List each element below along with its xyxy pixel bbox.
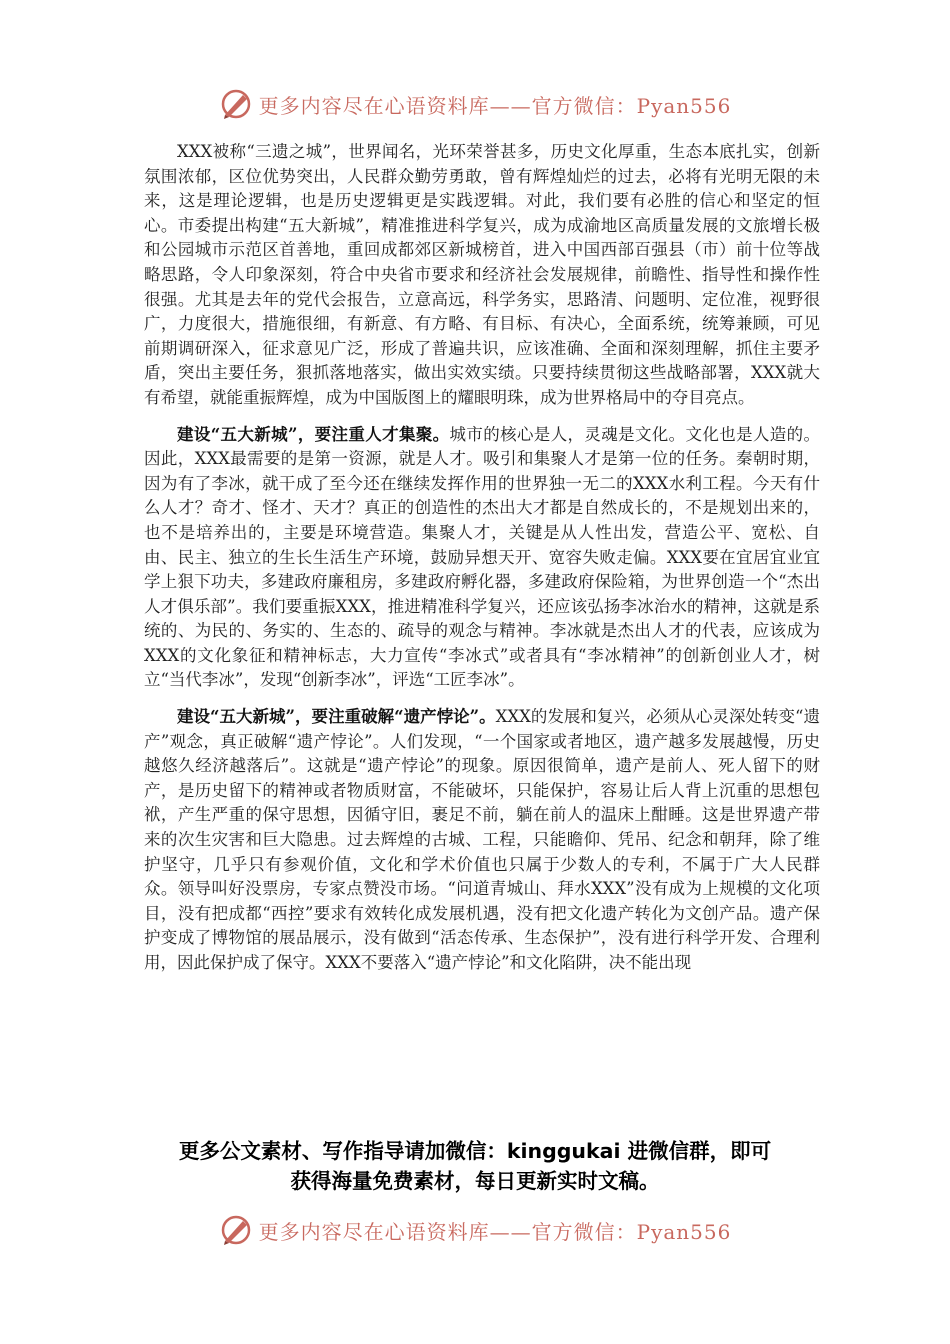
watermark-text: 更多内容尽在心语资料库——官方微信：Pyan556	[258, 93, 732, 118]
paragraph-2	[144, 423, 820, 694]
paragraph-text: 城市的核心是人，灵魂是文化。文化也是人造的。因此，XXX最需要的是第一资源，就是人才。吸引和集聚人才是第一位的任务。秦朝时期，因为有了李冰，就干成了至今还在继续发挥作用的世界独一无二的XXX水利工程。今天有什么人才？奇才、怪才、天才？真正的创造性的杰出大才都是自然成长的，不是规划出来的，也不是培养出的，主要是环境营造。集聚人才，关键是从人性出发，营造公平、宽松、自由、民主、独立的生长生活生产环境，鼓励异想天开、宽容失败走偏。XXX要在宜居宜业宜学上狠下功夫，多建政府廉租房，多建政府孵化器，多建政府保险箱，为世界创造一个“杰出人才俱乐部”。我们要重振XXX，推进精准科学复兴，还应该弘扬李冰治水的精神，这就是系统的、为民的、务实的、生态的、疏导的观念与精神。李冰就是杰出人才的代表，应该成为XXX的文化象征和精神标志，大力宣传“李冰式”或者具有“李冰精神”的创新创业人才，树立“当代李冰”，发现“创新李冰”，评选“工匠李冰”。	[144, 424, 821, 690]
paragraph-3	[144, 705, 820, 976]
promo-line-2: 获得海量免费素材，每日更新实时文稿。	[290, 1169, 660, 1193]
pen-logo-icon	[219, 87, 253, 121]
promo-notice	[100, 1136, 850, 1196]
paragraph-text: XXX的发展和复兴，必须从心灵深处转变“遗产”观念，真正破解“遗产悖论”。人们发现，“一个国家或者地区，遗产越多发展越慢，历史越悠久经济越落后”。这就是“遗产悖论”的现象。原因很简单，遗产是前人、死人留下的财产，是历史留下的精神或者物质财富，不能破坏，只能保护，容易让后人背上沉重的思想包袱，产生严重的保守思想，因循守旧，裹足不前，躺在前人的温床上酣睡。这是世界遗产带来的次生灾害和巨大隐患。过去辉煌的古城、工程，只能瞻仰、凭吊、纪念和朝拜，除了维护坚守，几乎只有参观价值，文化和学术价值也只属于少数人的专利，不属于广大人民群众。领导叫好没票房，专家点赞没市场。“问道青城山、拜水XXX”没有成为上规模的文化项目，没有把成都“西控”要求有效转化成发展机遇，没有把文化遗产转化为文创产品。遗产保护变成了博物馆的展品展示，没有做到“活态传承、生态保护”，没有进行科学开发、合理利用，因此保护成了保守。XXX不要落入“遗产悖论”和文化陷阱，决不能出现	[144, 707, 820, 972]
watermark-text: 更多内容尽在心语资料库——官方微信：Pyan556	[258, 1219, 732, 1244]
pen-logo-icon	[219, 1213, 253, 1247]
paragraph-text: XXX被称“三遗之城”，世界闻名，光环荣誉甚多，历史文化厚重，生态本底扎实，创新氛围浓郁，区位优势突出，人民群众勤劳勇敢，曾有辉煌灿烂的过去，必将有光明无限的未来，这是理论逻辑，也是历史逻辑更是实践逻辑。对此，我们要有必胜的信心和坚定的恒心。市委提出构建“五大新城”，精准推进科学复兴，成为成渝地区高质量发展的文旅增长极和公园城市示范区首善地，重回成都郊区新城榜首，进入中国西部百强县（市）前十位等战略思路，令人印象深刻，符合中央省市要求和经济社会发展规律，前瞻性、指导性和操作性很强。尤其是去年的党代会报告，立意高远，科学务实，思路清、问题明、定位准，视野很广，力度很大，措施很细，有新意、有方略、有目标、有决心，全面系统，统筹兼顾，可见前期调研深入，征求意见广泛，形成了普遍共识，应该准确、全面和深刻理解，抓住主要矛盾，突出主要任务，狠抓落地落实，做出实效实绩。只要持续贯彻这些战略部署，XXX就大有希望，就能重振辉煌，成为中国版图上的耀眼明珠，成为世界格局中的夺目亮点。	[144, 142, 820, 407]
paragraph-1	[144, 140, 820, 411]
footer-watermark	[0, 1210, 950, 1250]
paragraph-lead: 建设“五大新城”，要注重破解“遗产悖论”。	[177, 707, 496, 727]
promo-line-1: 更多公文素材、写作指导请加微信：kinggukai 进微信群，即可	[178, 1139, 772, 1163]
paragraph-lead: 建设“五大新城”，要注重人才集聚。	[177, 424, 450, 444]
document-body	[144, 140, 820, 988]
header-watermark	[0, 84, 950, 124]
